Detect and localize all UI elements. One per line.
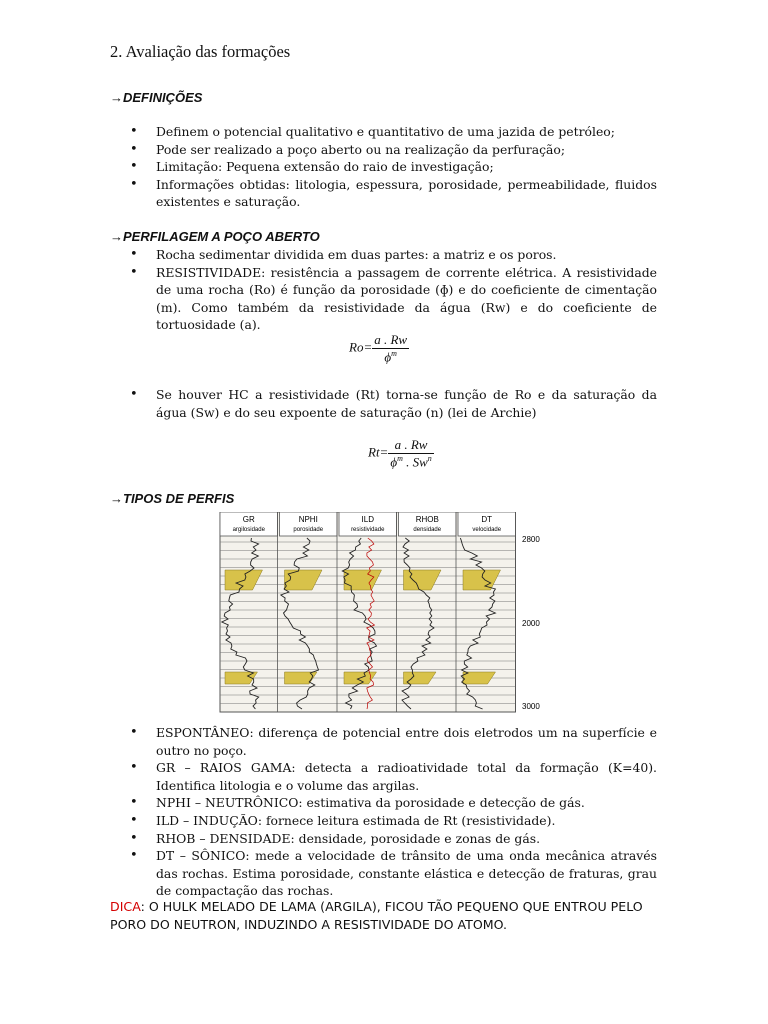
depth-label: 2800 bbox=[522, 535, 540, 544]
list-item: • Limitação: Pequena extensão do raio de investigação; bbox=[130, 158, 657, 176]
equation-denominator bbox=[372, 349, 409, 365]
tip-paragraph bbox=[110, 898, 658, 934]
well-log-figure bbox=[210, 512, 560, 717]
equation-ro bbox=[349, 332, 409, 365]
track-subtitle: resistividade bbox=[351, 527, 385, 533]
list-item: • RESISTIVIDADE: resistência a passagem de corrente elétrica. A resistividade de uma rocha (Ro) é função da porosidade (ɸ) e do coeficiente de cimentação (m). Como também da resistividade da água (Rw) e do coeficiente de tortuosidade (a). bbox=[130, 264, 657, 334]
depth-label: 3000 bbox=[522, 702, 540, 711]
track-subtitle: velocidade bbox=[472, 527, 502, 533]
track-subtitle: argilosidade bbox=[232, 527, 265, 533]
list-item: • Definem o potencial qualitativo e quantitativo de uma jazida de petróleo; bbox=[130, 123, 657, 141]
list-definicoes bbox=[130, 123, 657, 211]
equation-exponent: m bbox=[391, 349, 397, 358]
track-name-nphi: NPHI bbox=[298, 515, 318, 524]
list-tipos bbox=[130, 724, 657, 900]
tip-text: : O HULK MELADO DE LAMA (ARGILA), FICOU TÃO PEQUENO QUE ENTROU PELO PORO DO NEUTRON, INDUZINDO A RESISTIVIDADE DO ATOMO. bbox=[110, 899, 643, 932]
track-name-dt: DT bbox=[481, 515, 493, 524]
list-perfilagem-a bbox=[130, 246, 657, 334]
list-item: • GR – RAIOS GAMA: detecta a radioatividade total da formação (K=40). Identifica litologia e o volume das argilas. bbox=[130, 759, 657, 794]
track-subtitle: densidade bbox=[413, 527, 442, 533]
list-item: • Informações obtidas: litologia, espessura, porosidade, permeabilidade, fluidos existentes e saturação. bbox=[130, 176, 657, 211]
equation-phi: ϕ bbox=[390, 454, 398, 470]
equation-fraction bbox=[388, 437, 433, 470]
list-item: • NPHI – NEUTRÔNICO: estimativa da porosidade e detecção de gás. bbox=[130, 794, 657, 812]
equation-phi: ϕ bbox=[384, 349, 392, 365]
list-item: • Pode ser realizado a poço aberto ou na realização da perfuração; bbox=[130, 141, 657, 159]
list-item: • ESPONTÂNEO: diferença de potencial entre dois eletrodos um na superfície e outro no poço. bbox=[130, 724, 657, 759]
equation-denominator bbox=[388, 454, 433, 470]
equation-exponent: m bbox=[397, 454, 403, 463]
equation-numerator: a . Rw bbox=[374, 332, 408, 347]
list-item: • RHOB – DENSIDADE: densidade, porosidade e zonas de gás. bbox=[130, 830, 657, 848]
heading-perfilagem: →PERFILAGEM A POÇO ABERTO bbox=[110, 229, 320, 244]
heading-tipos: →TIPOS DE PERFIS bbox=[110, 491, 235, 506]
track-name-rhob: RHOB bbox=[415, 515, 439, 524]
track-subtitle: porosidade bbox=[293, 527, 324, 533]
tip-label: DICA bbox=[110, 899, 141, 914]
equation-numerator: a . Rw bbox=[388, 437, 433, 454]
depth-label: 2000 bbox=[522, 619, 540, 628]
track-name-ild: ILD bbox=[361, 515, 374, 524]
track-name-gr: GR bbox=[242, 515, 255, 524]
equation-lhs: Ro= bbox=[349, 339, 373, 355]
list-item: • Rocha sedimentar dividida em duas partes: a matriz e os poros. bbox=[130, 246, 657, 264]
equation-sw: . Sw bbox=[402, 454, 428, 470]
list-item: • DT – SÔNICO: mede a velocidade de trânsito de uma onda mecânica através das rochas. Estima porosidade, constante elástica e detecção de fraturas, grau de compactação das rochas. bbox=[130, 847, 657, 900]
list-item: • ILD – INDUÇÃO: fornece leitura estimada de Rt (resistividade). bbox=[130, 812, 657, 830]
equation-exponent-n: n bbox=[427, 454, 432, 463]
list-item: • Se houver HC a resistividade (Rt) torna-se função de Ro e da saturação da água (Sw) e do seu expoente de saturação (n) (lei de Archie) bbox=[130, 386, 657, 421]
equation-rt bbox=[368, 437, 434, 470]
page-title: 2. Avaliação das formações bbox=[110, 42, 291, 61]
heading-definicoes: →DEFINIÇÕES bbox=[110, 90, 203, 105]
equation-lhs: Rt= bbox=[368, 444, 389, 460]
equation-fraction bbox=[372, 332, 409, 365]
list-perfilagem-b bbox=[130, 386, 657, 421]
